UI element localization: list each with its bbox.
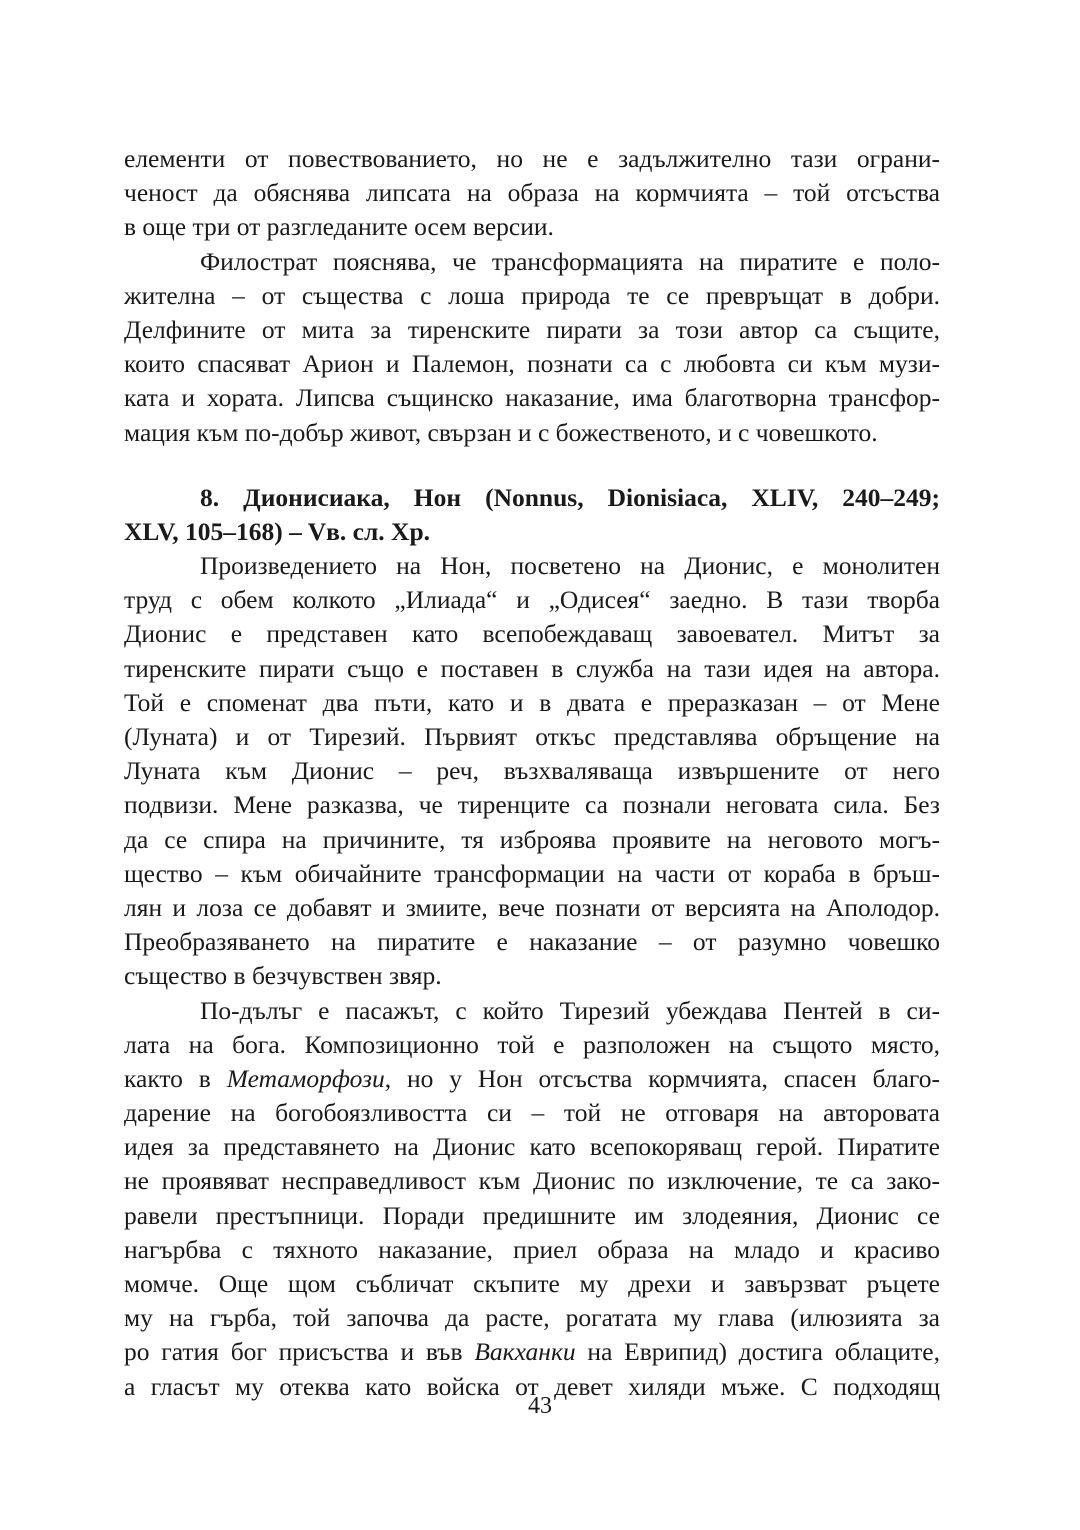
text-line: подвизи. Мене разказва, че тиренците са познали неговата сила. Без: [124, 790, 940, 820]
text-run: както в: [124, 1063, 227, 1093]
text-line: Произведението на Нон, посветено на Дионис, е монолитен: [200, 551, 940, 581]
text-run: , но у Нон отсъства кормчията, спасен благо-: [384, 1063, 940, 1093]
text-line: елементи от повествованието, но не е задължително тази ограни-: [124, 144, 940, 173]
text-line: ченост да обяснява липсата на образа на кормчията – той отсъства: [124, 178, 940, 208]
text-line: (Луната) и от Тирезий. Първият откъс представлява обръщение на: [124, 722, 940, 751]
heading-line-2: XLV, 105–168) – Vв. сл. Хр.: [124, 516, 431, 546]
text-line: лян и лоза се добавят и змиите, вече познати от версията на Аполодор.: [124, 892, 940, 922]
text-line: тиренските пирати също е поставен в служба на тази идея на автора.: [124, 653, 940, 683]
page-number: 43: [528, 1393, 552, 1419]
heading-line-1: 8. Дионисиака, Нон (Nonnus, Dionisiaca, XLIV, 240–249;: [200, 482, 940, 512]
text-line: лата на бога. Композиционно той е разположен на същото място,: [124, 1029, 940, 1059]
text-line: труд с обем колкото „Илиада“ и „Одисея“ заедно. В тази творба: [124, 585, 940, 615]
text-line: не проявяват несправедливост към Дионис по изключение, те са зако-: [124, 1166, 940, 1196]
text-line: Делфините от мита за тиренските пирати за този автор са същите,: [124, 314, 940, 344]
text-run: на Еврипид) достига облаците,: [575, 1337, 940, 1367]
text-line: Преобразяването на пиратите е наказание – от разумно човешко: [124, 927, 940, 957]
paragraph-3: [124, 549, 940, 993]
paragraph-4: [124, 994, 940, 1404]
text-line: идея за представянето на Дионис като всепокоряващ герой. Пиратите: [124, 1132, 940, 1162]
italic-title-bacchae: Вакханки: [474, 1337, 576, 1367]
text-line: щество – към обичайните трансформации на части от кораба в бръш-: [124, 858, 940, 888]
paragraph-2: [124, 245, 940, 450]
text-line: които спасяват Арион и Палемон, познати са с любовта си към музи-: [124, 349, 940, 379]
text-line: дарение на богобоязливостта си – той не отговаря на авторовата: [124, 1098, 940, 1128]
text-line: Той е споменат два пъти, като и в двата е преразказан – от Мене: [124, 687, 940, 717]
text-line: същество в безчувствен звяр.: [124, 961, 442, 991]
text-line: равели престъпници. Поради предишните им злодеяния, Дионис се: [124, 1200, 940, 1230]
text-line: ката и хората. Липсва същинско наказание, има благотворна трансфор-: [124, 383, 940, 413]
text-line: а гласът му отеква като войска от девет хиляди мъже. С подходящ: [124, 1371, 940, 1401]
page-body: [124, 142, 940, 1404]
text-line: По-дълъг е пасажът, с който Тирезий убеждава Пентей в си-: [200, 995, 940, 1025]
section-gap: [124, 450, 940, 481]
italic-title-metamorphoses: Метаморфози: [226, 1063, 385, 1093]
text-line: жителна – от същества с лоша природа те се превръщат в добри.: [124, 280, 940, 310]
text-line: мация към по-добър живот, свързан и с божественото, и с човешкото.: [124, 417, 878, 447]
paragraph-1: [124, 142, 940, 245]
text-line: момче. Още щом събличат скъпите му дрехи и завързват ръцете: [124, 1269, 940, 1298]
section-heading: [124, 481, 940, 549]
text-line: му на гърба, той започва да расте, рогатата му глава (илюзията за: [124, 1303, 940, 1333]
text-line: [124, 1335, 940, 1369]
text-line: да се спира на причините, тя изброява проявите на неговото могъ-: [124, 824, 940, 854]
text-run: ро гатия бог присъства и във: [124, 1337, 475, 1367]
text-line: Филострат пояснява, че трансформацията на пиратите е поло-: [200, 246, 940, 276]
text-line: Луната към Дионис – реч, възхваляваща извършените от него: [124, 756, 940, 786]
text-line: Дионис е представен като всепобеждаващ завоевател. Митът за: [124, 619, 940, 649]
text-line: [124, 1062, 940, 1096]
text-line: нагърбва с тяхното наказание, приел образа на младо и красиво: [124, 1234, 940, 1264]
text-line: в още три от разгледаните осем версии.: [124, 212, 554, 242]
